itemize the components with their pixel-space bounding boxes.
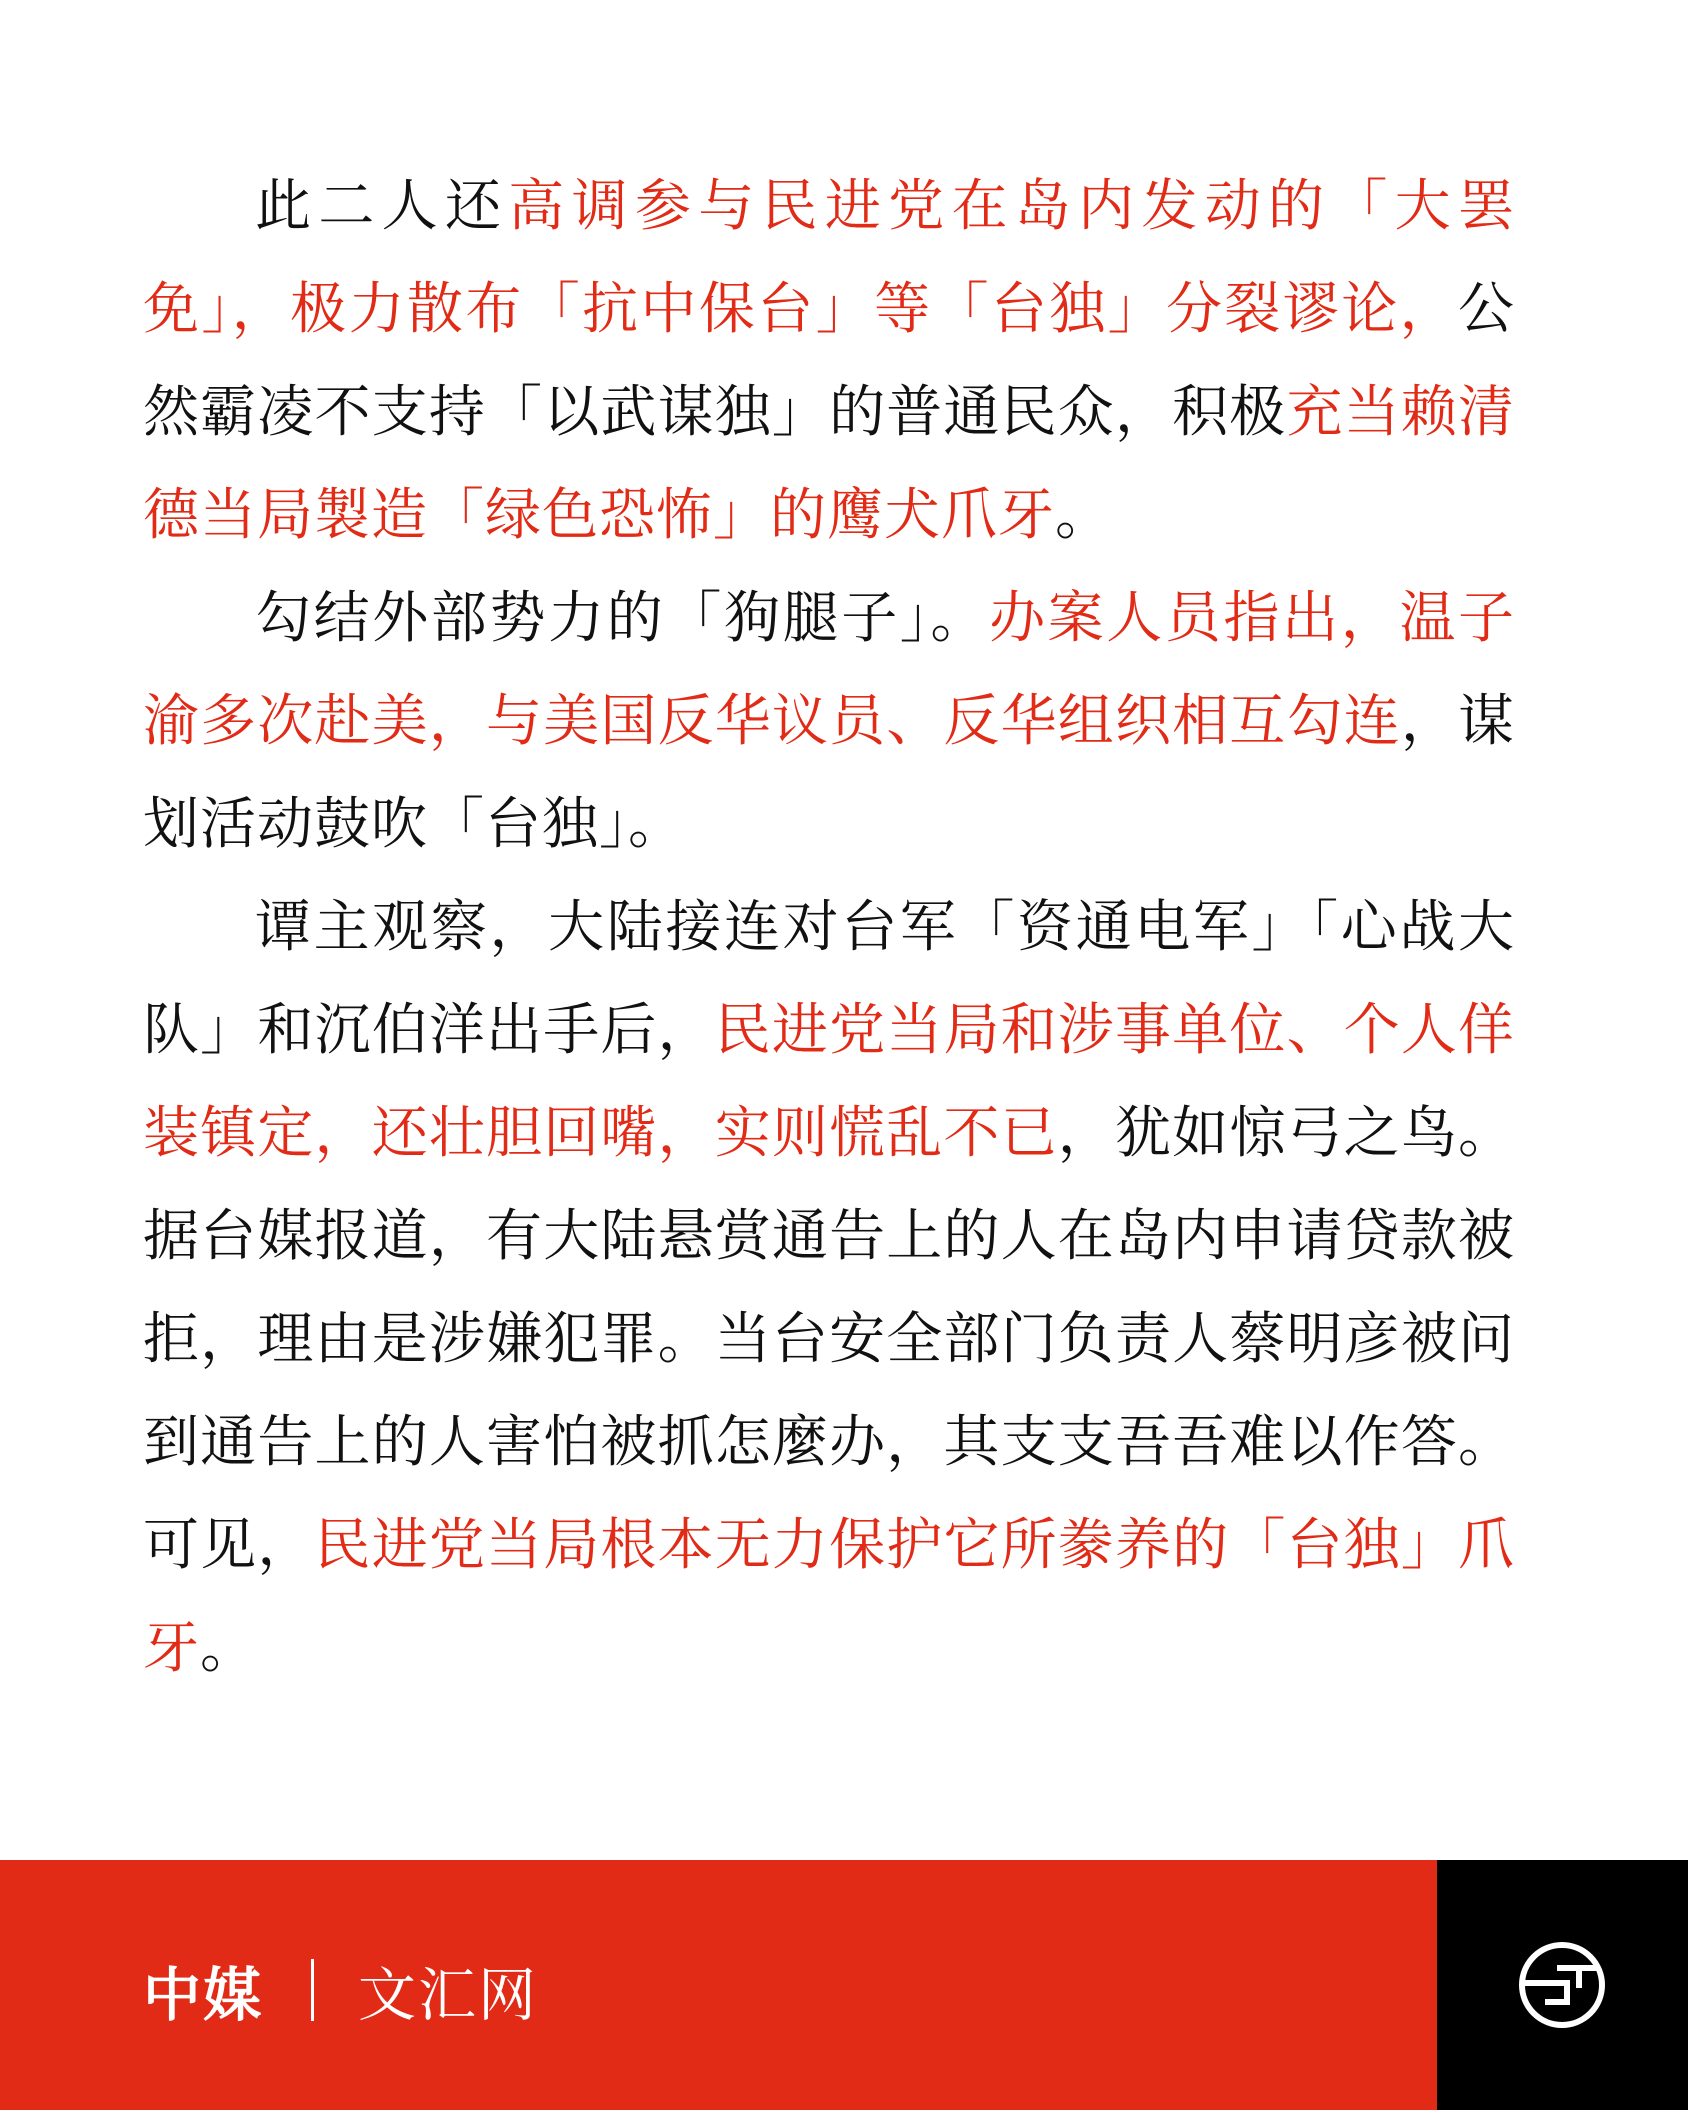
paragraph — [143, 876, 1515, 1700]
source-name: 文汇网 — [358, 1961, 539, 2029]
paragraph-highlight: 民进党当局根本无力保护它所豢养的「台独」爪牙 — [143, 1513, 1516, 1681]
footer-bar — [0, 1860, 1688, 2110]
brand-name: 中媒 — [143, 1961, 264, 2029]
paragraph-highlight: 高调参与民进党在岛内发动的「大罢免」，极力散布「抗中保台」等「台独」分裂谬论， — [143, 174, 1516, 342]
paragraph-text: 谭主观察，大陆接连对台军「资通电军」「心战大队」和沉伯洋出手后， — [143, 895, 1515, 1063]
footer-red-panel — [0, 1860, 1437, 2110]
paragraph — [143, 155, 1515, 567]
brand-divider — [311, 1959, 314, 2021]
article-body — [143, 155, 1515, 1700]
paragraph-highlight: 充当赖清德当局製造「绿色恐怖」的鹰犬爪牙 — [143, 380, 1516, 548]
paragraph-text: 此二人还 — [255, 174, 509, 239]
circle-link-logo-icon — [1517, 1940, 1607, 2030]
paragraph-text: ，犹如惊弓之鸟。据台媒报道，有大陆悬赏通告上的人在岛内申请贷款被拒，理由是涉嫌犯罪。当台安全部门负责人蔡明彦被问到通告上的人害怕被抓怎麼办，其支支吾吾难以作答。可见， — [143, 1101, 1516, 1578]
paragraph-text: 。 — [200, 1616, 257, 1681]
brand-line — [143, 1950, 538, 2030]
paragraph-text: ，谋划活动鼓吹「台独」。 — [143, 689, 1516, 857]
paragraph-highlight: 办案人员指出，温子渝多次赴美，与美国反华议员、反华组织相互勾连 — [143, 586, 1516, 754]
paragraph-text: 勾结外部势力的「狗腿子」。 — [255, 586, 990, 651]
paragraph-text: 。 — [1055, 483, 1112, 548]
paragraph-highlight: 民进党当局和涉事单位、个人佯装镇定，还壮胆回嘴，实则慌乱不已 — [143, 998, 1516, 1166]
paragraph-text: 公然霸凌不支持「以武谋独」的普通民众，积极 — [143, 277, 1515, 445]
paragraph — [143, 567, 1515, 876]
